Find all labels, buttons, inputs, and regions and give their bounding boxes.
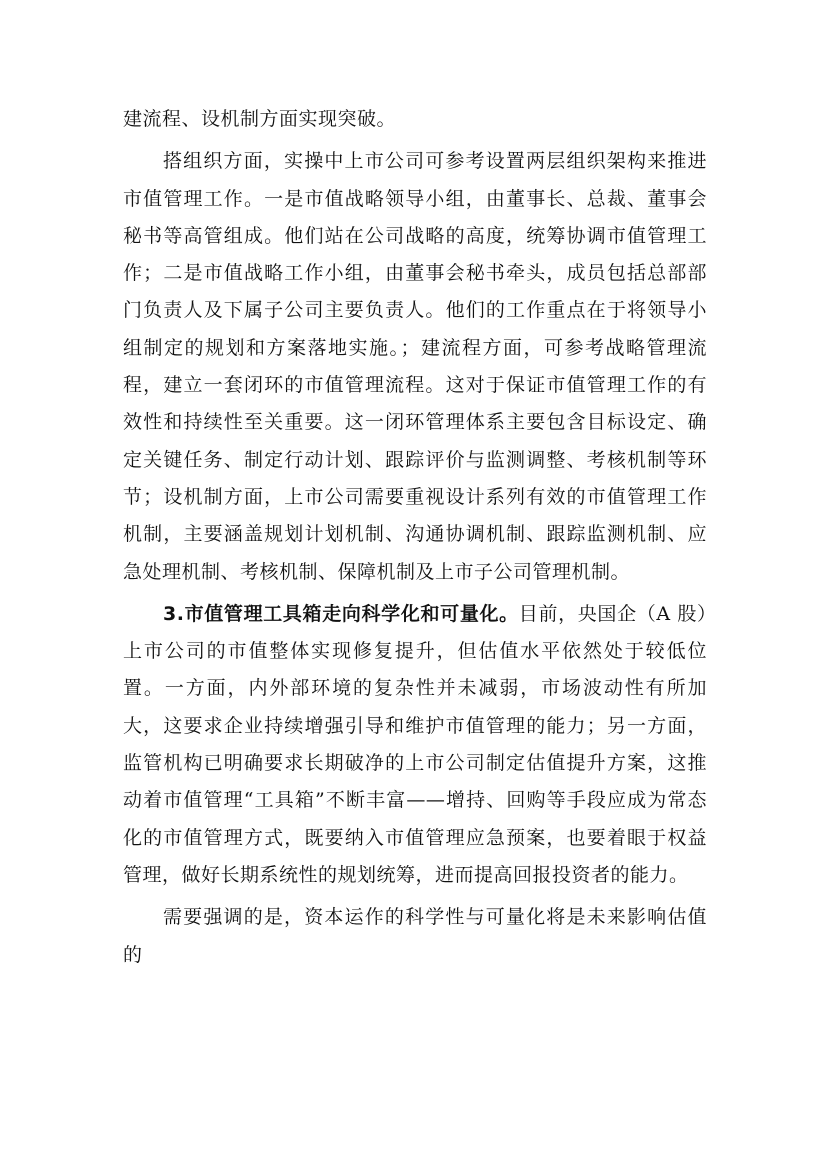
paragraph-emphasis: 需要强调的是，资本运作的科学性与可量化将是未来影响估值的 xyxy=(123,906,707,966)
section-heading: 3.市值管理工具箱走向科学化和可量化。 xyxy=(163,602,519,625)
document-body xyxy=(123,101,707,979)
paragraph-continuation: 建流程、设机制方面实现突破。 xyxy=(123,108,397,130)
paragraph-toolbox-text: 目前，央国企（A 股）上市公司的市值整体实现修复提升，但估值水平依然处于较低位置。一方面，内外部环境的复杂性并未减弱，市场波动性有所加大，这要求企业持续增强引导和维护市值管理的能力；另一方面，监管机构已明确要求长期破净的上市公司制定估值提升方案，这推动着市值管理“工具箱”不断丰富——增持、回购等手段应成为常态化的市值管理方式，既要纳入市值管理应急预案，也要着眼于权益管理，做好长期系统性的规划统筹，进而提高回报投资者的能力。 xyxy=(123,602,707,886)
paragraph-organization: 搭组织方面，实操中上市公司可参考设置两层组织架构来推进市值管理工作。一是市值战略领导小组，由董事长、总裁、董事会秘书等高管组成。他们站在公司战略的高度，统筹协调市值管理工作；二是市值战略工作小组，由董事会秘书牵头，成员包括总部部门负责人及下属子公司主要负责人。他们的工作重点在于将领导小组制定的规划和方案落地实施。；建流程方面，可参考战略管理流程，建立一套闭环的市值管理流程。这对于保证市值管理工作的有效性和持续性至关重要。这一闭环管理体系主要包含目标设定、确定关键任务、制定行动计划、跟踪评价与监测调整、考核机制等环节；设机制方面，上市公司需要重视设计系列有效的市值管理工作机制，主要涵盖规划计划机制、沟通协调机制、跟踪监测机制、应急处理机制、考核机制、保障机制及上市子公司管理机制。 xyxy=(123,150,707,583)
paragraph-toolbox xyxy=(123,596,707,894)
